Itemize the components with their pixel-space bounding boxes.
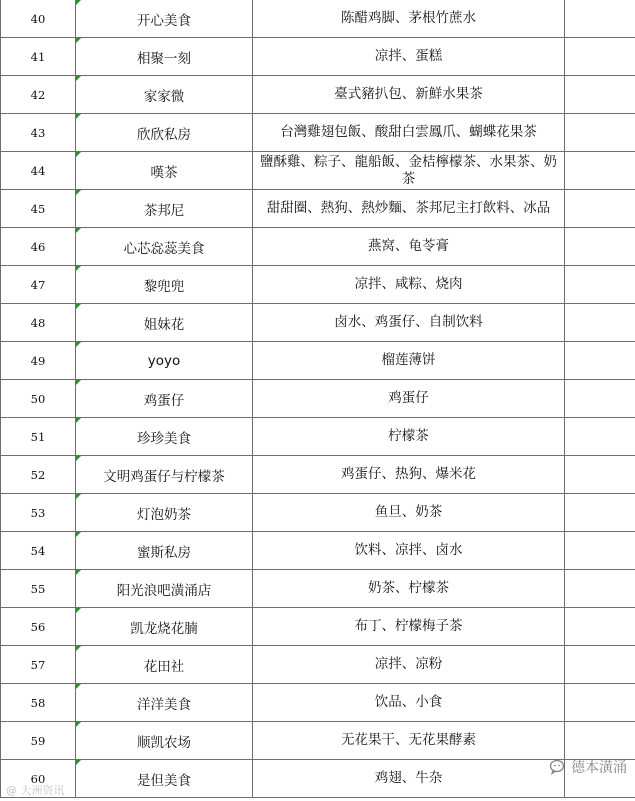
cell-marker-icon xyxy=(76,760,81,765)
vendor-items: 鸡翅、牛杂 xyxy=(253,760,565,798)
blank-cell xyxy=(565,570,635,608)
blank-cell xyxy=(565,304,635,342)
blank-cell xyxy=(565,646,635,684)
vendor-name: 姐妹花 xyxy=(76,304,253,342)
cell-marker-icon xyxy=(76,38,81,43)
blank-cell xyxy=(565,228,635,266)
table-row xyxy=(1,456,635,494)
vendor-items: 陈醋鸡脚、茅根竹蔗水 xyxy=(253,0,565,38)
vendor-items: 燕窝、龟苓膏 xyxy=(253,228,565,266)
row-number: 59 xyxy=(1,722,76,760)
blank-cell xyxy=(565,190,635,228)
vendor-name: 珍珍美食 xyxy=(76,418,253,456)
cell-marker-icon xyxy=(76,570,81,575)
cell-marker-icon xyxy=(76,456,81,461)
row-number: 53 xyxy=(1,494,76,532)
row-number: 57 xyxy=(1,646,76,684)
vendor-name: 鸡蛋仔 xyxy=(76,380,253,418)
cell-marker-icon xyxy=(76,114,81,119)
vendor-items: 鱼旦、奶茶 xyxy=(253,494,565,532)
table-row xyxy=(1,570,635,608)
row-number: 46 xyxy=(1,228,76,266)
cell-marker-icon xyxy=(76,152,81,157)
row-number: 44 xyxy=(1,152,76,190)
blank-cell xyxy=(565,608,635,646)
row-number: 45 xyxy=(1,190,76,228)
blank-cell xyxy=(565,380,635,418)
vendor-name: yoyo xyxy=(76,342,253,380)
cell-marker-icon xyxy=(76,684,81,689)
blank-cell xyxy=(565,494,635,532)
table-row xyxy=(1,646,635,684)
vendor-items: 无花果干、无花果酵素 xyxy=(253,722,565,760)
vendor-items: 鹽酥雞、粽子、龍船飯、金桔檸檬茶、水果茶、奶茶 xyxy=(253,152,565,190)
vendor-items: 凉拌、凉粉 xyxy=(253,646,565,684)
table-row xyxy=(1,494,635,532)
cell-marker-icon xyxy=(76,646,81,651)
row-number: 48 xyxy=(1,304,76,342)
vendor-name: 欣欣私房 xyxy=(76,114,253,152)
vendor-items: 奶茶、柠檬茶 xyxy=(253,570,565,608)
blank-cell xyxy=(565,722,635,760)
row-number: 41 xyxy=(1,38,76,76)
vendor-items: 鸡蛋仔、热狗、爆米花 xyxy=(253,456,565,494)
vendor-items: 卤水、鸡蛋仔、自制饮料 xyxy=(253,304,565,342)
blank-cell xyxy=(565,0,635,38)
vendor-name: 是但美食 xyxy=(76,760,253,798)
vendor-name: 顺凯农场 xyxy=(76,722,253,760)
vendor-name: 花田社 xyxy=(76,646,253,684)
cell-marker-icon xyxy=(76,228,81,233)
row-number: 55 xyxy=(1,570,76,608)
cell-marker-icon xyxy=(76,266,81,271)
vendor-items: 凉拌、咸粽、烧肉 xyxy=(253,266,565,304)
cell-marker-icon xyxy=(76,532,81,537)
blank-cell xyxy=(565,684,635,722)
vendor-items: 榴莲薄饼 xyxy=(253,342,565,380)
row-number: 51 xyxy=(1,418,76,456)
vendor-name: 家家微 xyxy=(76,76,253,114)
cell-marker-icon xyxy=(76,304,81,309)
vendor-name: 茶邦尼 xyxy=(76,190,253,228)
blank-cell xyxy=(565,76,635,114)
cell-marker-icon xyxy=(76,494,81,499)
row-number: 40 xyxy=(1,0,76,38)
cell-marker-icon xyxy=(76,76,81,81)
cell-marker-icon xyxy=(76,722,81,727)
table-row xyxy=(1,722,635,760)
cell-marker-icon xyxy=(76,380,81,385)
table-row xyxy=(1,380,635,418)
vendor-name: 开心美食 xyxy=(76,0,253,38)
vendor-items: 饮品、小食 xyxy=(253,684,565,722)
row-number: 43 xyxy=(1,114,76,152)
vendor-items: 饮料、凉拌、卤水 xyxy=(253,532,565,570)
table-row xyxy=(1,608,635,646)
watermark-left xyxy=(6,782,65,798)
table-row xyxy=(1,0,635,38)
vendor-name: 相聚一刻 xyxy=(76,38,253,76)
vendor-name: 凯龙烧花腩 xyxy=(76,608,253,646)
vendor-items: 布丁、柠檬梅子茶 xyxy=(253,608,565,646)
row-number: 52 xyxy=(1,456,76,494)
row-number: 49 xyxy=(1,342,76,380)
vendor-name: 心芯惢蕊美食 xyxy=(76,228,253,266)
blank-cell xyxy=(565,114,635,152)
blank-cell xyxy=(565,418,635,456)
table-row xyxy=(1,114,635,152)
cell-marker-icon xyxy=(76,608,81,613)
table-row xyxy=(1,342,635,380)
table-row xyxy=(1,532,635,570)
vendor-name: 灯泡奶茶 xyxy=(76,494,253,532)
watermark-right xyxy=(549,757,627,777)
blank-cell xyxy=(565,456,635,494)
cell-marker-icon xyxy=(76,0,81,5)
watermark-right-text: 德本潢涌 xyxy=(571,760,627,776)
table-row xyxy=(1,152,635,190)
blank-cell xyxy=(565,266,635,304)
vendor-name: 蜜斯私房 xyxy=(76,532,253,570)
watermark-left-text: @ 大洲资讯 xyxy=(6,784,65,797)
table-row xyxy=(1,684,635,722)
row-number: 54 xyxy=(1,532,76,570)
vendor-name: 黎兜兜 xyxy=(76,266,253,304)
blank-cell xyxy=(565,342,635,380)
table-row xyxy=(1,228,635,266)
blank-cell xyxy=(565,38,635,76)
vendor-items: 凉拌、蛋糕 xyxy=(253,38,565,76)
cell-marker-icon xyxy=(76,190,81,195)
table-row xyxy=(1,38,635,76)
blank-cell xyxy=(565,152,635,190)
vendor-name: 嘆茶 xyxy=(76,152,253,190)
vendor-table-body xyxy=(1,0,635,798)
row-number: 56 xyxy=(1,608,76,646)
row-number: 60 xyxy=(1,760,76,798)
vendor-items: 鸡蛋仔 xyxy=(253,380,565,418)
row-number: 42 xyxy=(1,76,76,114)
row-number: 50 xyxy=(1,380,76,418)
blank-cell xyxy=(565,532,635,570)
cell-marker-icon xyxy=(76,342,81,347)
vendor-name: 阳光浪吧潢涌店 xyxy=(76,570,253,608)
vendor-items: 甜甜圈、熱狗、熱炒麵、茶邦尼主打飲料、冰品 xyxy=(253,190,565,228)
table-row xyxy=(1,76,635,114)
vendor-items: 柠檬茶 xyxy=(253,418,565,456)
wechat-logo-icon xyxy=(549,758,567,776)
vendor-name: 文明鸡蛋仔与柠檬茶 xyxy=(76,456,253,494)
table-row xyxy=(1,266,635,304)
vendor-items: 台灣雞翅包飯、酸甜白雲鳳爪、蝴蝶花果茶 xyxy=(253,114,565,152)
vendor-name: 洋洋美食 xyxy=(76,684,253,722)
table-row xyxy=(1,304,635,342)
cell-marker-icon xyxy=(76,418,81,423)
table-row xyxy=(1,418,635,456)
row-number: 47 xyxy=(1,266,76,304)
table-row xyxy=(1,760,635,798)
table-row xyxy=(1,190,635,228)
row-number: 58 xyxy=(1,684,76,722)
vendor-items: 臺式豬扒包、新鮮水果茶 xyxy=(253,76,565,114)
